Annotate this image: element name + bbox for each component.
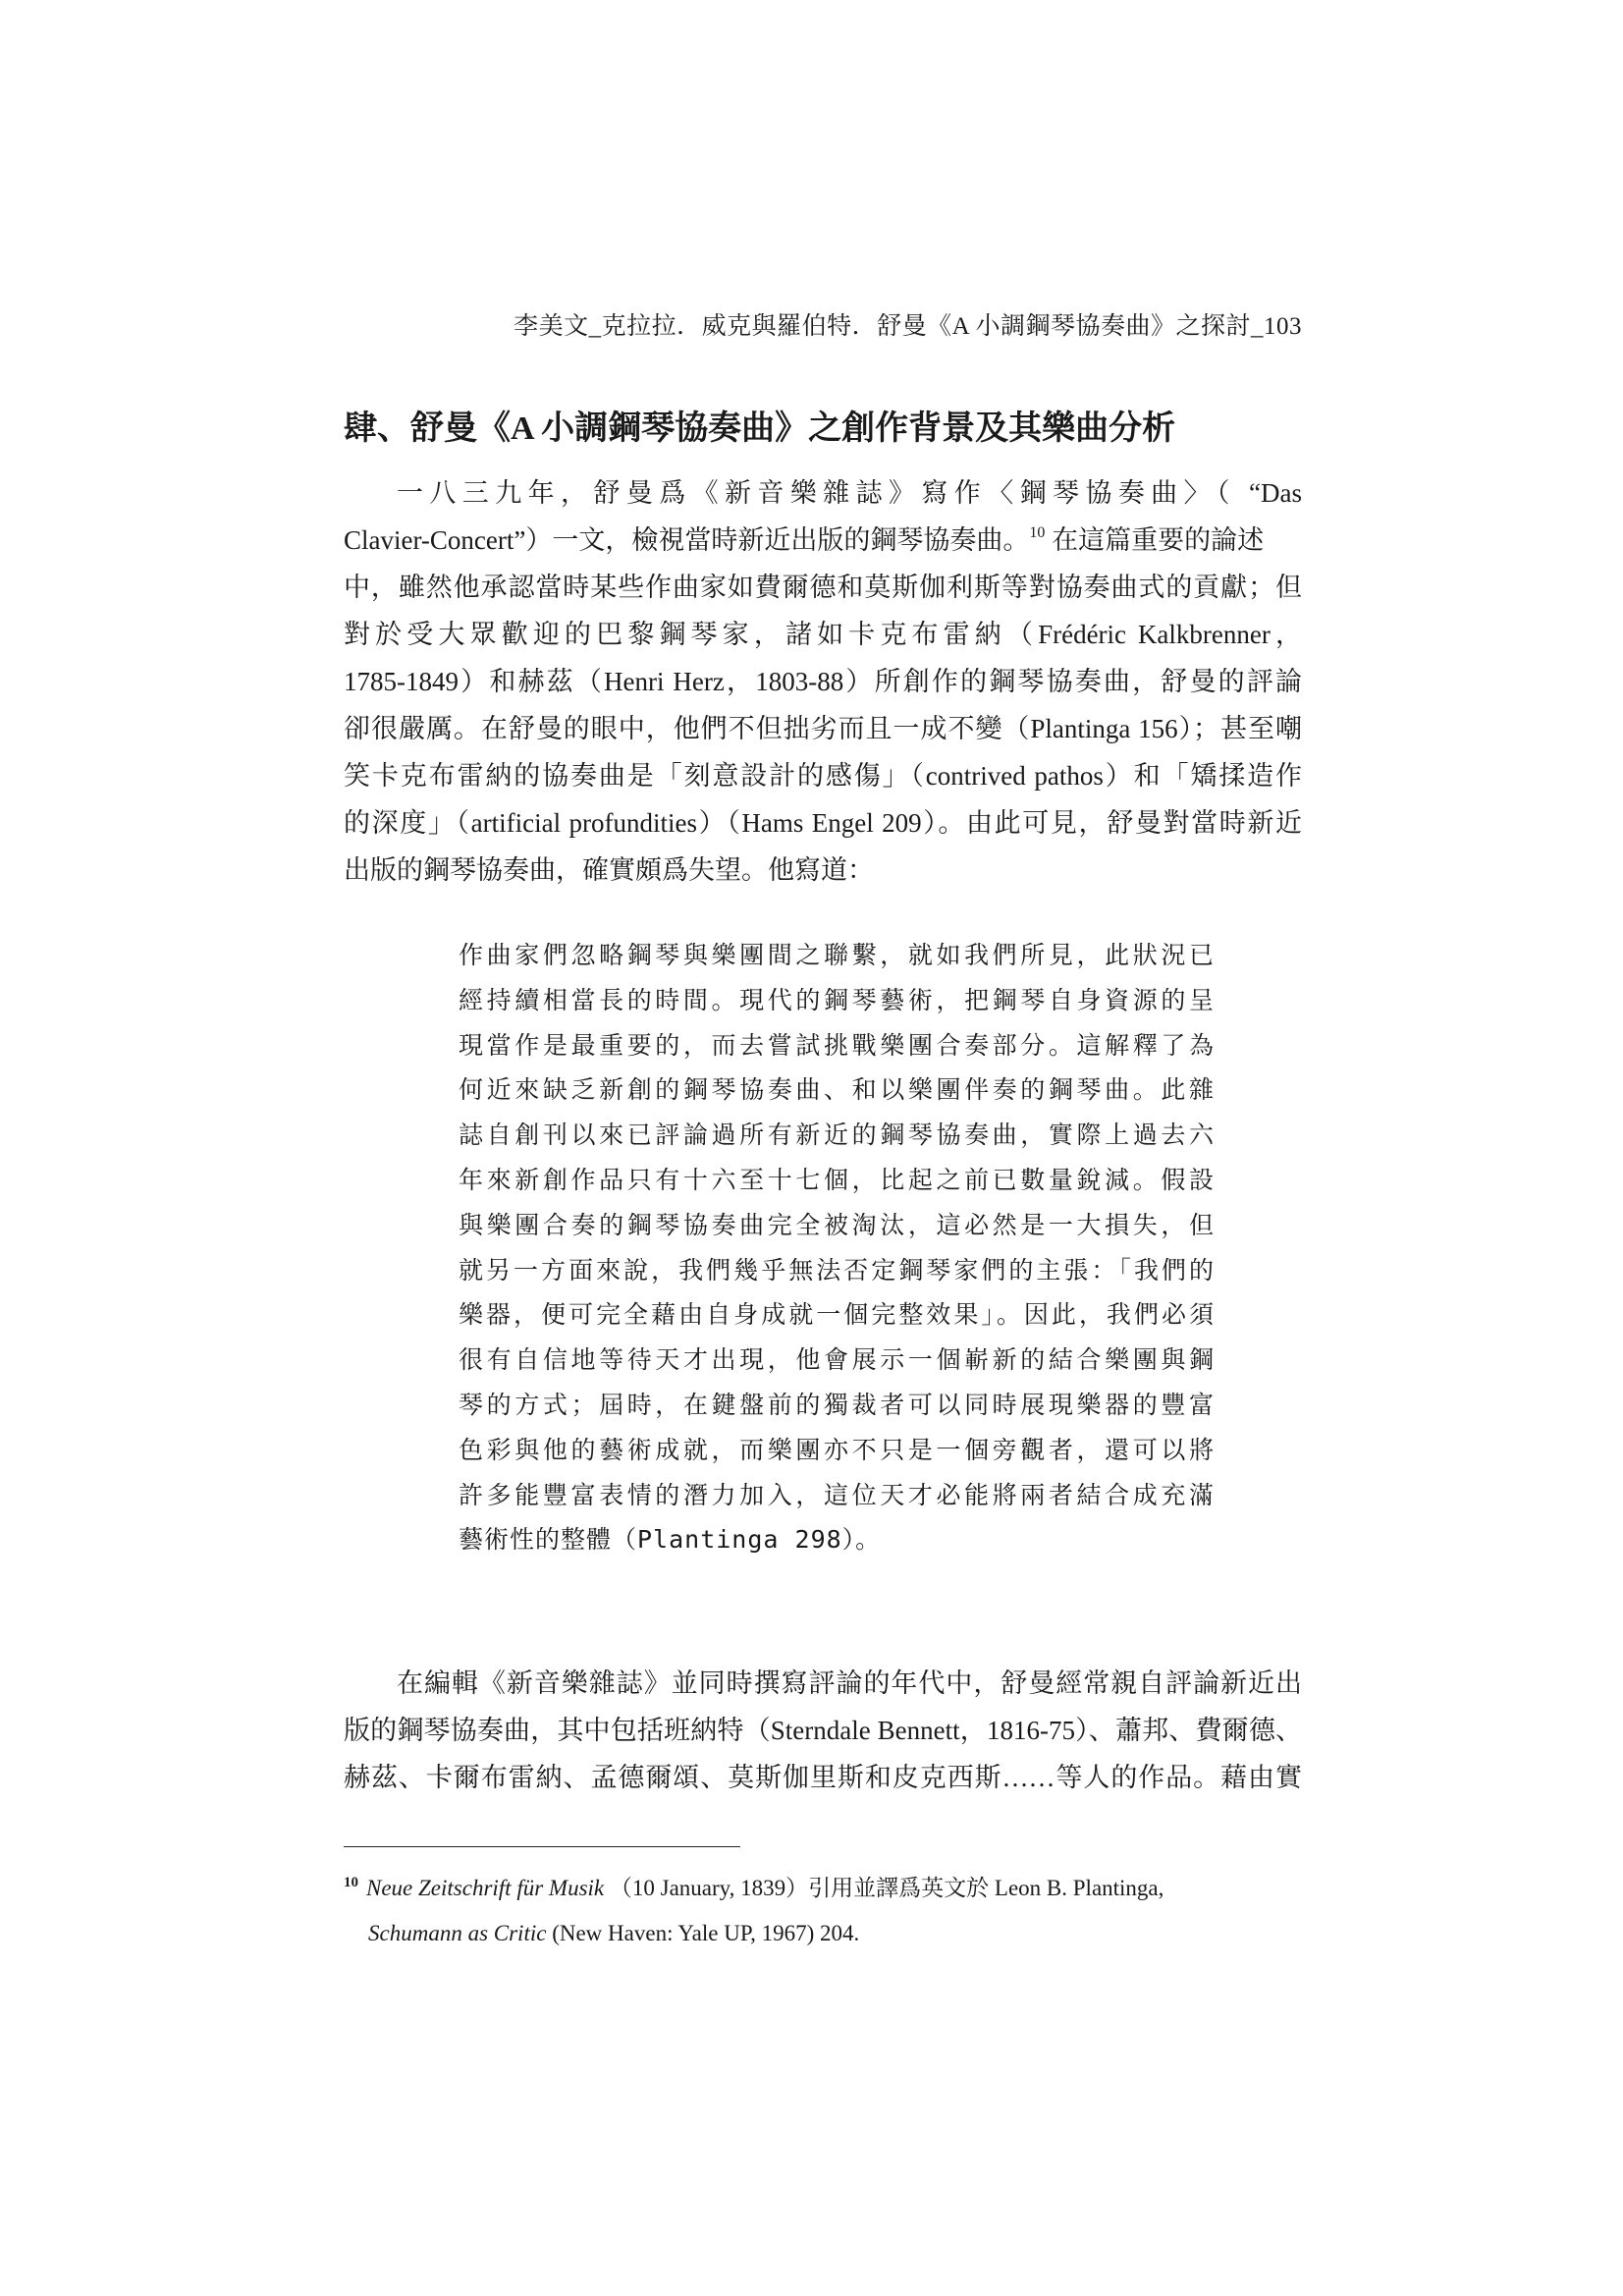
quote-line: 琴的方式；屆時，在鍵盤前的獨裁者可以同時展現樂器的豐富 <box>459 1390 1215 1419</box>
quote-line: 色彩與他的藝術成就，而樂團亦不只是一個旁觀者，還可以將 <box>459 1435 1215 1464</box>
paragraph-line: 中，雖然他承認當時某些作曲家如費爾德和莫斯伽利斯等對協奏曲式的貢獻；但 <box>344 573 1302 602</box>
footnote-text: (New Haven: Yale UP, 1967) 204. <box>546 1921 860 1945</box>
quote-line: 很有自信地等待天才出現，他會展示一個嶄新的結合樂團與鋼 <box>459 1345 1215 1375</box>
quote-line: 年來新創作品只有十六至十七個，比起之前已數量銳減。假設 <box>459 1165 1215 1194</box>
paragraph-line: 卻很嚴厲。在舒曼的眼中，他們不但拙劣而且一成不變（Plantinga 156）；甚至嘲 <box>344 714 1302 743</box>
quote-line: 樂器，便可完全藉由自身成就一個完整效果」。因此，我們必須 <box>459 1300 1215 1330</box>
paragraph-2 <box>344 1660 1302 1801</box>
footnote-number: 10 <box>344 1875 358 1890</box>
quote-line: 與樂團合奏的鋼琴協奏曲完全被淘汰，這必然是一大損失，但 <box>459 1210 1215 1239</box>
paragraph-line: 1785-1849）和赫茲（Henri Herz，1803-88）所創作的鋼琴協奏曲，舒曼的評論 <box>344 667 1302 696</box>
paragraph-line <box>344 517 1302 564</box>
quote-line: 作曲家們忽略鋼琴與樂團間之聯繫，就如我們所見，此狀況已 <box>459 941 1215 969</box>
paragraph-line-text: Clavier-Concert”）一文，檢視當時新近出版的鋼琴協奏曲。 <box>344 525 1030 555</box>
paragraph-line: 版的鋼琴協奏曲，其中包括班納特（Sterndale Bennett，1816-75）、蕭邦、費爾德、 <box>344 1716 1302 1745</box>
block-quote <box>459 933 1215 1562</box>
quote-line: 現當作是最重要的，而去嘗試挑戰樂團合奏部分。這解釋了為 <box>459 1030 1215 1060</box>
paragraph-line: 一八三九年，舒曼爲《新音樂雜誌》寫作〈鋼琴協奏曲〉（ “Das <box>397 478 1302 508</box>
quote-line: 經持續相當長的時間。現代的鋼琴藝術，把鋼琴自身資源的呈 <box>459 985 1215 1014</box>
paragraph-1 <box>344 469 1302 894</box>
footnote-journal-title: Neue Zeitschrift für Musik <box>366 1876 605 1900</box>
running-head: 李美文_克拉拉．威克與羅伯特．舒曼《A 小調鋼琴協奏曲》之探討_103 <box>514 313 1302 340</box>
paragraph-line: 在編輯《新音樂雜誌》並同時撰寫評論的年代中，舒曼經常親自評論新近出 <box>397 1668 1302 1698</box>
quote-line: 誌自創刊以來已評論過所有新近的鋼琴協奏曲，實際上過去六 <box>459 1121 1215 1150</box>
quote-line: 就另一方面來說，我們幾乎無法否定鋼琴家們的主張：「我們的 <box>459 1255 1215 1285</box>
paragraph-line: 的深度」（artificial profundities）（Hams Engel 209）。由此可見，舒曼對當時新近 <box>344 808 1302 838</box>
paragraph-line: 赫茲、卡爾布雷納、孟德爾頌、莫斯伽里斯和皮克西斯……等人的作品。藉由實 <box>344 1763 1302 1792</box>
quote-line: 藝術性的整體（Plantinga 298）。 <box>459 1525 882 1555</box>
paragraph-line: 出版的鋼琴協奏曲，確實頗爲失望。他寫道： <box>344 855 874 885</box>
quote-line: 何近來缺乏新創的鋼琴協奏曲、和以樂團伴奏的鋼琴曲。此雜 <box>459 1075 1215 1105</box>
footnote-divider <box>344 1846 740 1847</box>
footnote-line <box>344 1866 1302 1911</box>
paragraph-line: 對於受大眾歡迎的巴黎鋼琴家，諸如卡克布雷納（Frédéric Kalkbrenner， <box>344 620 1302 649</box>
footnote-reference[interactable]: 10 <box>1029 524 1046 541</box>
footnote <box>344 1866 1302 1956</box>
footnote-text: （10 January, 1839）引用並譯爲英文於 Leon B. Plantinga, <box>604 1876 1164 1900</box>
footnote-book-title: Schumann as Critic <box>368 1921 547 1945</box>
footnote-line <box>344 1911 1302 1956</box>
quote-line: 許多能豐富表情的潛力加入，這位天才必能將兩者結合成充滿 <box>459 1480 1215 1509</box>
paragraph-line: 笑卡克布雷納的協奏曲是「刻意設計的感傷」（contrived pathos）和「矯揉造作 <box>344 761 1302 791</box>
section-heading: 肆、舒曼《A 小調鋼琴協奏曲》之創作背景及其樂曲分析 <box>344 410 1176 447</box>
paragraph-line-text: 在這篇重要的論述 <box>1045 525 1265 555</box>
